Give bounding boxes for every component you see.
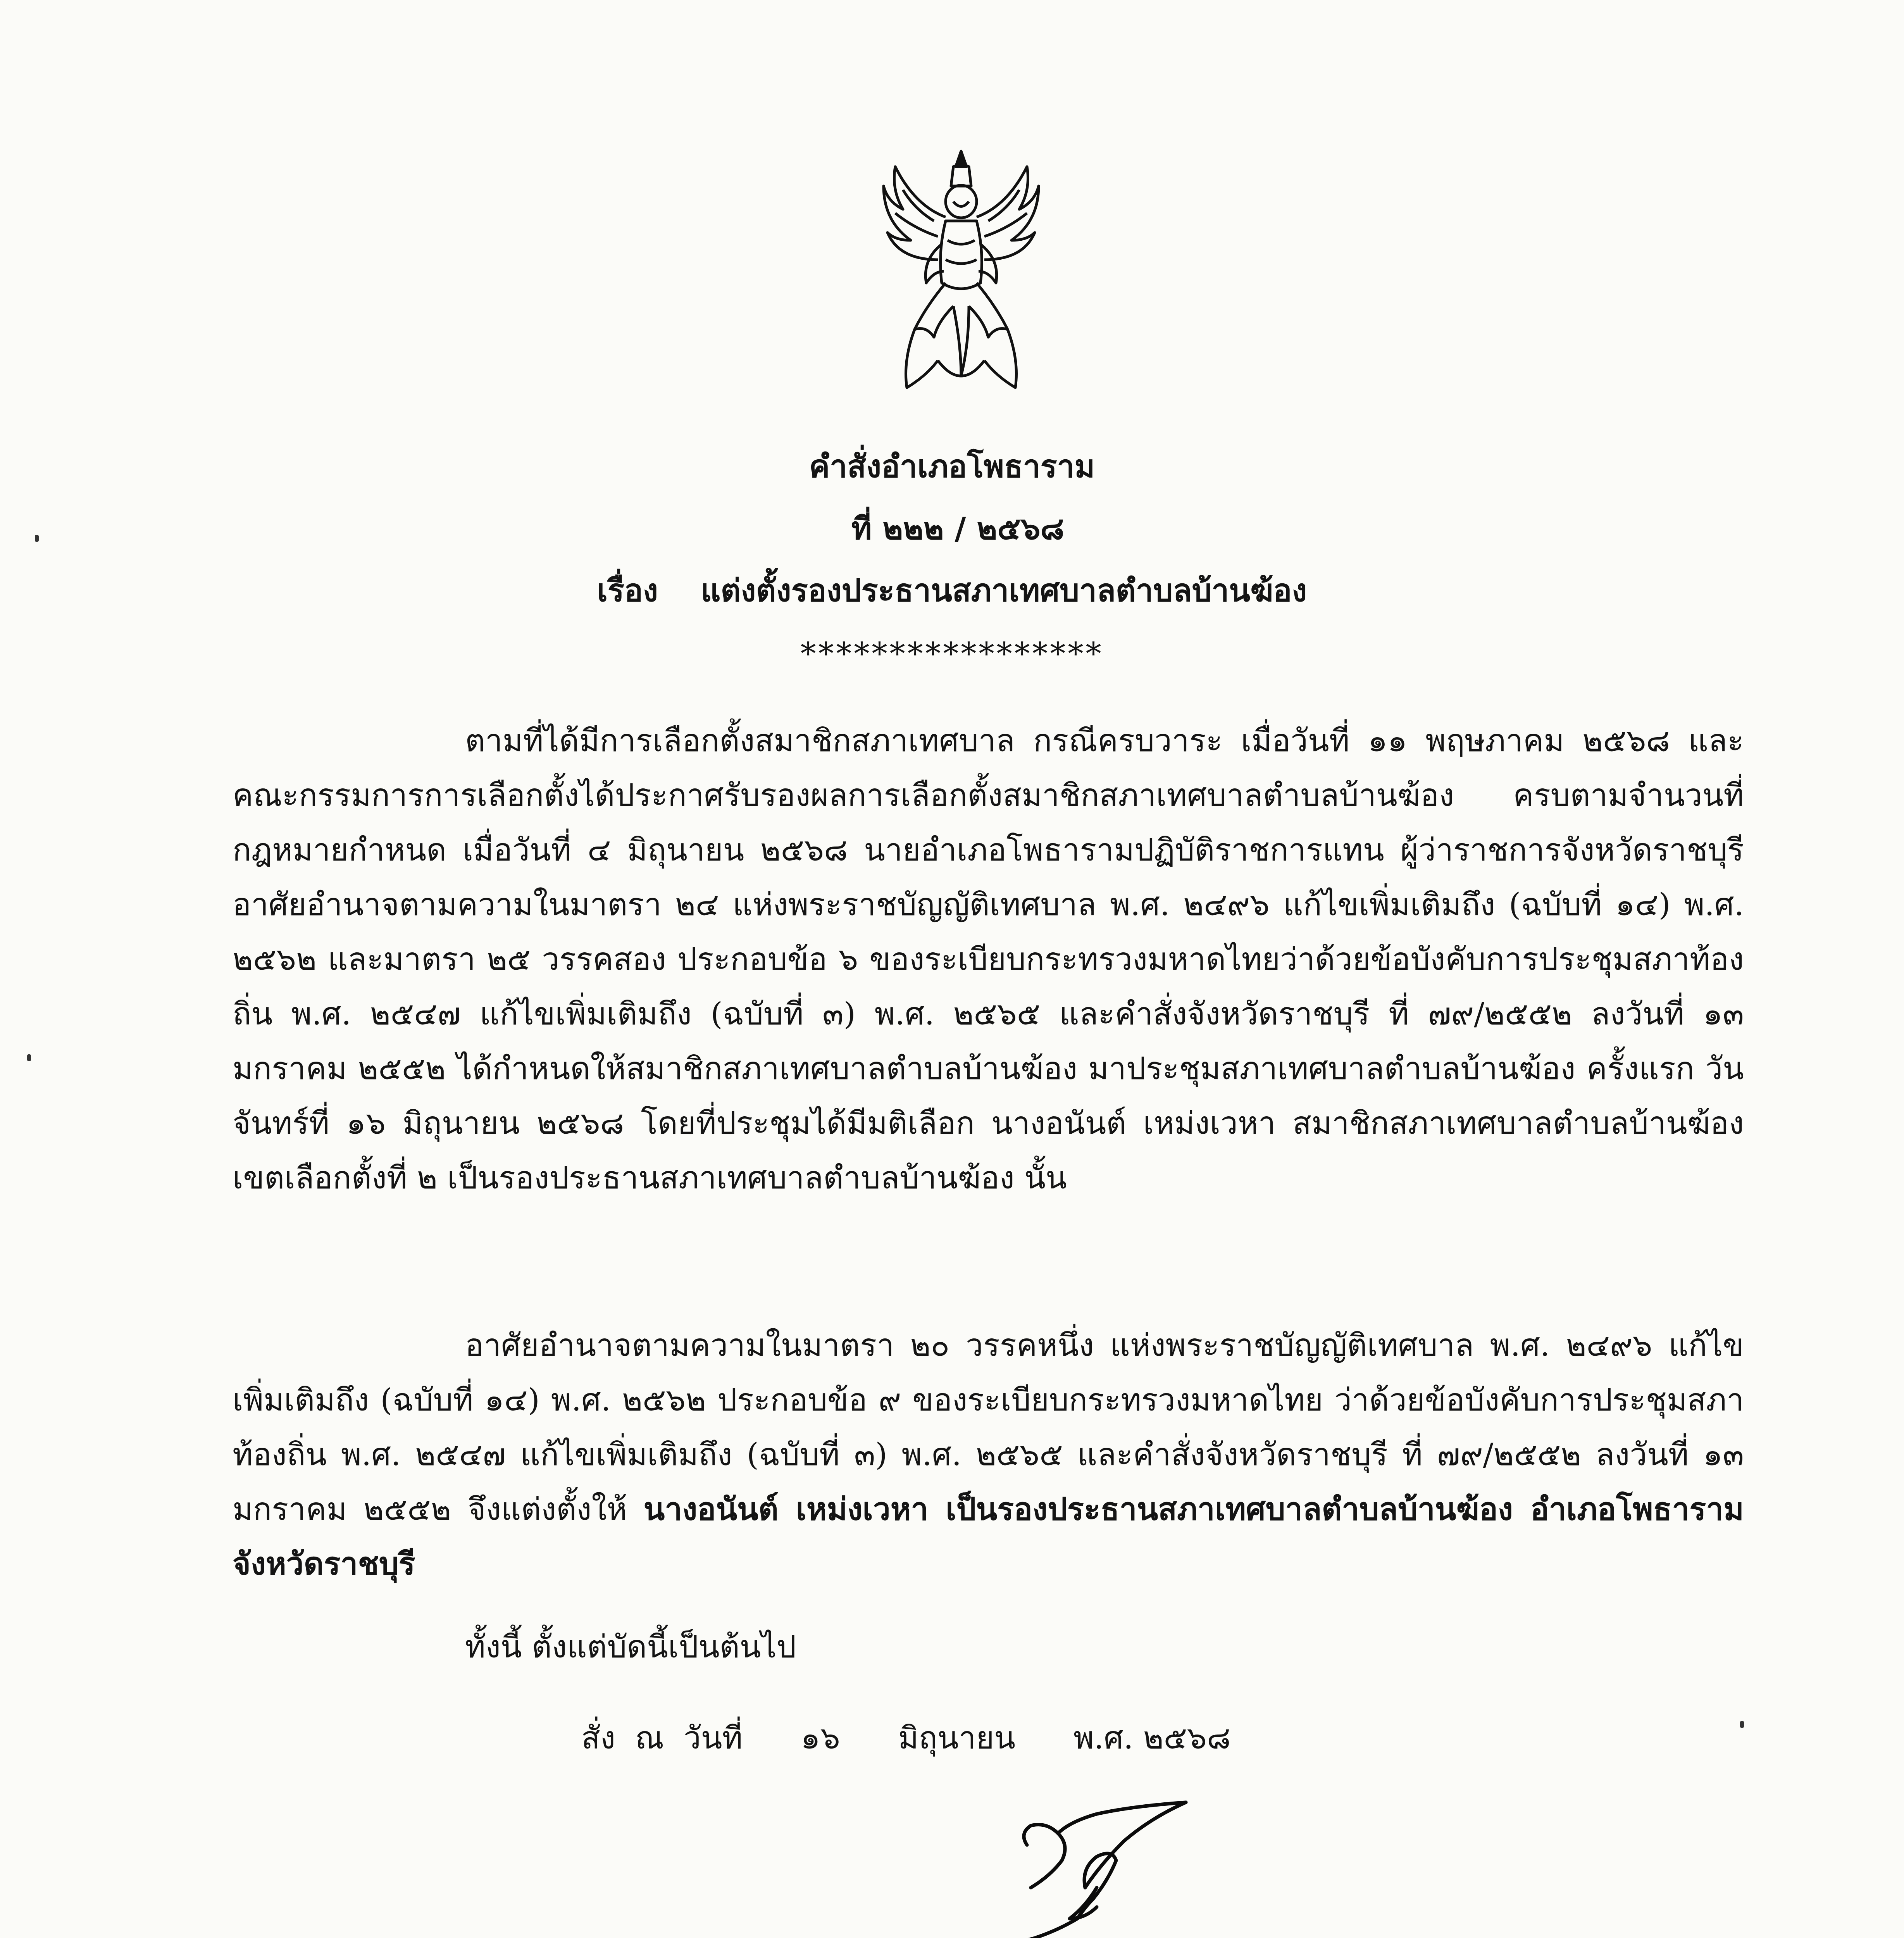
date-day: ๑๖ [801,1720,840,1756]
separator-line: ***************** [800,636,1104,672]
date-prefix: สั่ง ณ วันที่ [581,1720,743,1756]
date-year: พ.ศ. ๒๕๖๘ [1073,1720,1231,1756]
paragraph-2-text: อาศัยอำนาจตามความในมาตรา ๒๐ วรรคหนึ่ง แห่งพระราชบัญญัติเทศบาล พ.ศ. ๒๔๙๖ แก้ไขเพิ่มเติมถึง (ฉบับที่ ๑๔) พ.ศ. ๒๕๖๒ ประกอบข้อ ๙ ของระเบียบกระทรวงมหาดไทย ว่าด้วยข้อบังคับการประชุมสภาท้องถิ่น พ.ศ. ๒๕๔๗ แก้ไขเพิ่มเติมถึง (ฉบับที่ ๓) พ.ศ. ๒๕๖๕ และคำสั่งจังหวัดราชบุรี ที่ ๗๙/๒๕๕๒ ลงวันที่ ๑๓ มกราคม ๒๕๕๒ จึงแต่งตั้งให้ [233,1327,1744,1527]
paragraph-1: ตามที่ได้มีการเลือกตั้งสมาชิกสภาเทศบาล กรณีครบวาระ เมื่อวันที่ ๑๑ พฤษภาคม ๒๕๖๘ และคณะกรรมการการเลือกตั้งได้ประกาศรับรองผลการเลือกตั้งสมาชิกสภาเทศบาลตำบลบ้านฆ้อง ครบตามจำนวนที่กฎหมายกำหนด เมื่อวันที่ ๔ มิถุนายน ๒๕๖๘ นายอำเภอโพธารามปฏิบัติราชการแทน ผู้ว่าราชการจังหวัดราชบุรี อาศัยอำนาจตามความในมาตรา ๒๔ แห่งพระราชบัญญัติเทศบาล พ.ศ. ๒๔๙๖ แก้ไขเพิ่มเติมถึง (ฉบับที่ ๑๔) พ.ศ. ๒๕๖๒ และมาตรา ๒๕ วรรคสอง ประกอบข้อ ๖ ของระเบียบกระทรวงมหาดไทยว่าด้วยข้อบังคับการประชุมสภาท้องถิ่น พ.ศ. ๒๕๔๗ แก้ไขเพิ่มเติมถึง (ฉบับที่ ๓) พ.ศ. ๒๕๖๕ และคำสั่งจังหวัดราชบุรี ที่ ๗๙/๒๕๕๒ ลงวันที่ ๑๓ มกราคม ๒๕๕๒ ได้กำหนดให้สมาชิกสภาเทศบาลตำบลบ้านฆ้อง มาประชุมสภาเทศบาลตำบลบ้านฆ้อง ครั้งแรก วันจันทร์ที่ ๑๖ มิถุนายน ๒๕๖๘ โดยที่ประชุมได้มีมติเลือก นางอนันต์ เหม่งเวหา สมาชิกสภาเทศบาลตำบลบ้านฆ้อง เขตเลือกตั้งที่ ๒ เป็นรองประธานสภาเทศบาลตำบลบ้านฆ้อง นั้น [233,722,1744,1196]
garuda-emblem-icon [880,143,1042,399]
subject-text: แต่งตั้งรองประธานสภาเทศบาลตำบลบ้านฆ้อง [700,572,1307,609]
date-month: มิถุนายน [898,1720,1016,1756]
paper-speck [27,1054,31,1061]
handwritten-signature-icon [969,1791,1217,1938]
subject-label: เรื่อง [597,572,658,609]
paper-speck [35,535,39,542]
paper-speck [1740,1721,1744,1728]
paragraph-2 [233,1318,1744,1591]
order-title: คำสั่งอำเภอโพธาราม [809,448,1095,484]
order-subject-line [0,566,1904,615]
paragraph-2-bold: นางอนันต์ เหม่งเวหา เป็นรองประธานสภาเทศบาลตำบลบ้านฆ้อง อำเภอโพธาราม จังหวัดราชบุรี [233,1491,1744,1582]
order-date [581,1713,1231,1762]
order-number: ที่ ๒๒๒ / ๒๕๖๘ [851,510,1065,547]
paragraph-3: ทั้งนี้ ตั้งแต่บัดนี้เป็นต้นไป [465,1629,796,1665]
